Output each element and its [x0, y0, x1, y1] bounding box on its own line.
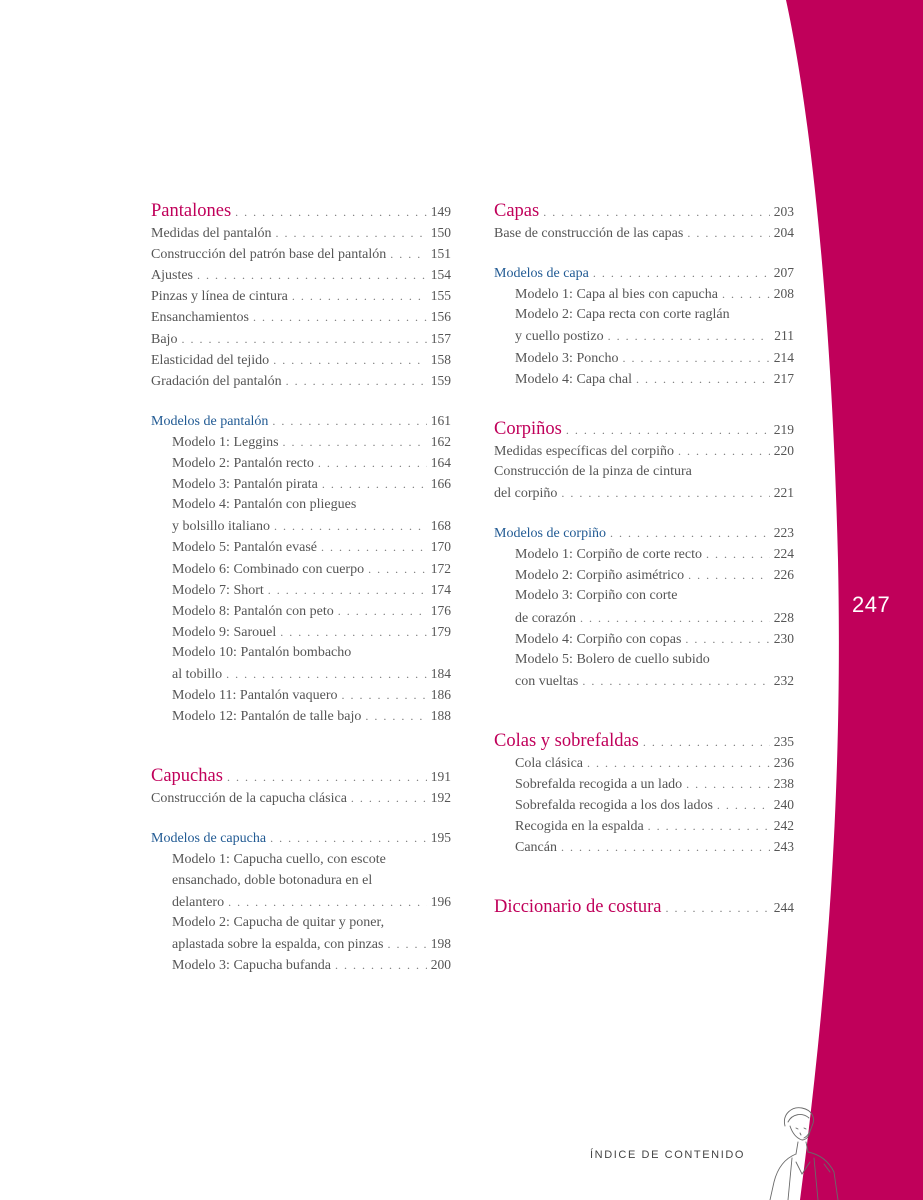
toc-leader-dots — [280, 622, 427, 643]
toc-entry[interactable] — [151, 349, 451, 370]
toc-leader-dots — [687, 223, 769, 244]
toc-page-number: 195 — [430, 830, 451, 846]
toc-leader-dots — [561, 837, 770, 858]
toc-label: Recogida en la espalda — [515, 819, 644, 835]
toc-page-number: 191 — [430, 769, 451, 785]
toc-page-number: 221 — [773, 485, 794, 501]
toc-leader-dots — [368, 559, 427, 580]
toc-section[interactable] — [494, 522, 794, 543]
toc-page-number: 238 — [773, 776, 794, 792]
toc-page-number: 157 — [430, 330, 451, 346]
toc-label: Ajustes — [151, 268, 193, 284]
toc-leader-dots — [227, 767, 427, 788]
toc-subentry[interactable] — [494, 628, 794, 649]
toc-subentry[interactable] — [151, 558, 451, 579]
toc-page-number: 242 — [773, 818, 794, 834]
toc-page-number: 207 — [773, 265, 794, 281]
toc-label: Modelo 1: Capucha cuello, con escote — [172, 851, 386, 867]
toc-leader-dots — [636, 369, 770, 390]
toc-label: Medidas del pantalón — [151, 226, 272, 242]
toc-page-number: 151 — [430, 246, 451, 262]
toc-leader-dots — [643, 732, 770, 753]
toc-column-left — [151, 201, 451, 975]
toc-spacer — [494, 389, 794, 419]
toc-spacer — [494, 691, 794, 731]
toc-page-number: 240 — [773, 797, 794, 813]
toc-leader-dots — [706, 544, 770, 565]
toc-label: Base de construcción de las capas — [494, 226, 684, 242]
toc-leader-dots — [365, 706, 426, 727]
toc-leader-dots — [283, 432, 427, 453]
toc-page-number: 204 — [773, 225, 794, 241]
toc-spacer — [494, 857, 794, 897]
toc-label: Pantalones — [151, 201, 232, 221]
toc-leader-dots — [270, 828, 427, 849]
toc-label: Construcción de la pinza de cintura — [494, 463, 692, 479]
toc-label: Modelo 1: Capa al bies con capucha — [515, 287, 718, 303]
toc-label: Modelo 3: Corpiño con corte — [515, 588, 678, 604]
toc-page-number: 186 — [430, 687, 451, 703]
toc-subentry[interactable] — [494, 564, 794, 585]
toc-page-number: 161 — [430, 412, 451, 428]
toc-subentry[interactable] — [151, 954, 451, 975]
toc-entry[interactable] — [151, 222, 451, 243]
toc-spacer — [151, 726, 451, 766]
toc-leader-dots — [582, 671, 769, 692]
toc-subentry[interactable] — [494, 304, 794, 325]
toc-leader-dots — [272, 411, 426, 432]
toc-leader-dots — [351, 788, 427, 809]
toc-page-number: 162 — [430, 433, 451, 449]
toc-page-number: 155 — [430, 288, 451, 304]
toc-leader-dots — [228, 892, 427, 913]
toc-leader-dots — [274, 516, 427, 537]
toc-leader-dots — [181, 329, 426, 350]
toc-page-number: 224 — [773, 546, 794, 562]
toc-section[interactable] — [494, 262, 794, 283]
toc-entry[interactable] — [494, 440, 794, 461]
toc-label: Pinzas y línea de cintura — [151, 289, 288, 305]
toc-page-number: 156 — [430, 309, 451, 325]
toc-entry[interactable] — [494, 482, 794, 503]
toc-page-number: 203 — [773, 204, 794, 219]
toc-page-number: 166 — [430, 476, 451, 492]
toc-leader-dots — [543, 202, 770, 223]
toc-page-number: 230 — [773, 630, 794, 646]
toc-label: Modelo 3: Poncho — [515, 350, 619, 366]
toc-label: y cuello postizo — [515, 329, 604, 345]
toc-page-number: 243 — [773, 839, 794, 855]
toc-entry[interactable] — [151, 243, 451, 264]
toc-page-number: 149 — [430, 204, 451, 219]
footer-section-label: ÍNDICE DE CONTENIDO — [590, 1149, 746, 1161]
toc-label: Modelo 4: Capa chal — [515, 371, 633, 387]
toc-section[interactable] — [151, 827, 451, 848]
toc-page-number: 223 — [773, 525, 794, 541]
toc-page-number: 200 — [430, 957, 451, 972]
toc-label: Modelo 4: Pantalón con pliegues — [172, 497, 357, 513]
toc-subentry[interactable] — [151, 705, 451, 726]
toc-label: Modelo 10: Pantalón bombacho — [172, 644, 352, 660]
toc-subentry[interactable] — [494, 649, 794, 670]
toc-page-number: 179 — [430, 623, 451, 639]
toc-page-number: 198 — [430, 935, 451, 951]
toc-spacer — [151, 808, 451, 827]
fashion-figure-sketch-icon — [752, 1102, 852, 1200]
toc-subentry[interactable] — [494, 607, 794, 628]
toc-label: Modelo 7: Short — [172, 582, 264, 598]
toc-label: Modelo 5: Bolero de cuello subido — [515, 651, 710, 667]
toc-subentry[interactable] — [151, 870, 451, 891]
toc-label: Modelo 8: Pantalón con peto — [172, 603, 334, 619]
toc-label: Bajo — [151, 331, 178, 347]
toc-page-number: 235 — [773, 733, 794, 749]
toc-subentry[interactable] — [494, 368, 794, 389]
toc-label: Colas y sobrefaldas — [494, 730, 639, 751]
toc-leader-dots — [587, 753, 770, 774]
toc-section[interactable] — [151, 410, 451, 431]
toc-label: Capuchas — [151, 766, 223, 787]
toc-page-number: 192 — [430, 790, 451, 806]
toc-label: Modelo 5: Pantalón evasé — [172, 540, 318, 556]
toc-page-number: 174 — [430, 581, 451, 597]
toc-label: Modelo 2: Pantalón recto — [172, 456, 314, 472]
toc-page-number: 219 — [773, 421, 794, 437]
toc-page-number: 184 — [430, 665, 451, 681]
toc-page-number: 188 — [430, 708, 451, 724]
toc-entry[interactable] — [151, 285, 451, 306]
toc-subentry[interactable] — [151, 849, 451, 870]
toc-subentry[interactable] — [494, 325, 794, 346]
toc-subentry[interactable] — [151, 536, 451, 557]
toc-label: Construcción del patrón base del pantalón — [151, 247, 387, 263]
toc-label: Modelo 2: Corpiño asimétrico — [515, 568, 685, 584]
toc-label: Cancán — [515, 840, 557, 856]
toc-leader-dots — [335, 955, 427, 976]
toc-leader-dots — [286, 371, 427, 392]
toc-page-number: 228 — [773, 609, 794, 625]
toc-leader-dots — [722, 284, 770, 305]
toc-spacer — [151, 391, 451, 410]
toc-page-number: 226 — [773, 567, 794, 583]
toc-label: aplastada sobre la espalda, con pinzas — [172, 936, 384, 952]
toc-leader-dots — [566, 420, 770, 441]
toc-subentry[interactable] — [151, 642, 451, 663]
toc-entry[interactable] — [494, 222, 794, 243]
toc-subentry[interactable] — [494, 836, 794, 857]
toc-label: Modelo 1: Leggins — [172, 434, 279, 450]
toc-page-number: 172 — [430, 560, 451, 576]
toc-label: con vueltas — [515, 673, 579, 689]
toc-page-number: 164 — [430, 455, 451, 471]
toc-page-number: 176 — [430, 602, 451, 618]
toc-page-number: 170 — [430, 539, 451, 555]
toc-label: al tobillo — [172, 666, 223, 682]
toc-leader-dots — [226, 664, 427, 685]
toc-leader-dots — [273, 350, 427, 371]
toc-entry[interactable] — [151, 370, 451, 391]
toc-spacer — [494, 243, 794, 262]
toc-label: Modelo 11: Pantalón vaquero — [172, 688, 338, 704]
toc-label: Sobrefalda recogida a un lado — [515, 777, 683, 793]
toc-leader-dots — [235, 202, 427, 223]
toc-leader-dots — [197, 265, 427, 286]
toc-chapter[interactable] — [494, 897, 794, 918]
toc-page-number: 236 — [773, 754, 794, 770]
toc-page-number: 150 — [430, 225, 451, 241]
toc-page-number: 211 — [774, 328, 794, 344]
toc-page-number: 220 — [773, 442, 794, 458]
toc-label: y bolsillo italiano — [172, 519, 270, 535]
toc-leader-dots — [253, 307, 427, 328]
toc-page-number: 158 — [430, 351, 451, 367]
toc-label: Modelo 9: Sarouel — [172, 624, 277, 640]
toc-subentry[interactable] — [151, 933, 451, 954]
toc-label: Modelo 2: Capucha de quitar y poner, — [172, 914, 385, 930]
toc-leader-dots — [622, 348, 769, 369]
toc-entry[interactable] — [151, 328, 451, 349]
toc-label: Modelo 6: Combinado con cuerpo — [172, 561, 365, 577]
toc-label: Modelo 2: Capa recta con corte raglán — [515, 307, 730, 323]
toc-subentry[interactable] — [151, 621, 451, 642]
toc-leader-dots — [321, 537, 427, 558]
toc-subentry[interactable] — [151, 663, 451, 684]
toc-subentry[interactable] — [151, 684, 451, 705]
toc-label: Corpiños — [494, 418, 562, 439]
toc-leader-dots — [561, 483, 769, 504]
toc-page-number: 244 — [773, 900, 794, 916]
toc-chapter[interactable] — [494, 731, 794, 752]
toc-page-number: 196 — [430, 893, 451, 909]
toc-leader-dots — [268, 580, 427, 601]
toc-label: ensanchado, doble botonadura en el — [172, 872, 373, 888]
toc-page-number: 232 — [773, 672, 794, 688]
toc-subentry[interactable] — [151, 494, 451, 515]
toc-page-number: 154 — [430, 267, 451, 283]
toc-subentry[interactable] — [494, 815, 794, 836]
toc-label: Modelos de corpiño — [494, 526, 606, 542]
toc-label: Modelo 4: Corpiño con copas — [515, 631, 682, 647]
toc-subentry[interactable] — [151, 431, 451, 452]
page-number: 247 — [852, 592, 891, 617]
toc-subentry[interactable] — [151, 579, 451, 600]
toc-label: Modelo 12: Pantalón de talle bajo — [172, 709, 362, 725]
toc-subentry[interactable] — [494, 773, 794, 794]
toc-leader-dots — [648, 816, 770, 837]
toc-leader-dots — [685, 629, 769, 650]
toc-page-number: 217 — [773, 370, 794, 386]
toc-column-right — [494, 201, 794, 919]
toc-label: Modelos de capa — [494, 266, 589, 282]
toc-page-number: 168 — [430, 518, 451, 534]
toc-leader-dots — [608, 326, 771, 347]
toc-subentry[interactable] — [151, 891, 451, 912]
toc-leader-dots — [342, 685, 427, 706]
toc-leader-dots — [322, 474, 427, 495]
toc-label: Capas — [494, 201, 540, 221]
toc-chapter[interactable] — [151, 766, 451, 787]
toc-label: delantero — [172, 894, 225, 910]
toc-page-number: 208 — [773, 286, 794, 302]
toc-label: Diccionario de costura — [494, 897, 662, 918]
toc-label: Construcción de la capucha clásica — [151, 791, 347, 807]
toc-leader-dots — [338, 601, 427, 622]
toc-label: Modelo 1: Corpiño de corte recto — [515, 547, 703, 563]
toc-leader-dots — [593, 263, 770, 284]
toc-leader-dots — [390, 244, 427, 265]
toc-chapter[interactable] — [151, 201, 451, 222]
toc-leader-dots — [688, 565, 770, 586]
toc-label: Modelo 3: Pantalón pirata — [172, 477, 318, 493]
toc-label: Ensanchamientos — [151, 310, 249, 326]
toc-leader-dots — [610, 523, 770, 544]
toc-leader-dots — [276, 223, 427, 244]
toc-spacer — [494, 503, 794, 522]
toc-subentry[interactable] — [151, 515, 451, 536]
toc-entry[interactable] — [151, 787, 451, 808]
toc-label: Modelos de pantalón — [151, 413, 269, 429]
toc-subentry[interactable] — [494, 752, 794, 773]
toc-subentry[interactable] — [151, 452, 451, 473]
toc-label: Gradación del pantalón — [151, 373, 282, 389]
toc-subentry[interactable] — [494, 585, 794, 606]
toc-page-number: 159 — [430, 372, 451, 388]
toc-label: Elasticidad del tejido — [151, 352, 270, 368]
toc-label: Sobrefalda recogida a los dos lados — [515, 798, 713, 814]
toc-leader-dots — [580, 608, 770, 629]
toc-label: de corazón — [515, 610, 577, 626]
toc-subentry[interactable] — [494, 794, 794, 815]
toc-leader-dots — [665, 898, 769, 919]
toc-leader-dots — [318, 453, 427, 474]
toc-label: Medidas específicas del corpiño — [494, 443, 674, 459]
toc-label: Modelo 3: Capucha bufanda — [172, 958, 332, 973]
toc-chapter[interactable] — [494, 419, 794, 440]
toc-entry[interactable] — [494, 461, 794, 482]
toc-subentry[interactable] — [151, 912, 451, 933]
toc-leader-dots — [678, 441, 770, 462]
toc-leader-dots — [686, 774, 770, 795]
toc-subentry[interactable] — [151, 473, 451, 494]
toc-leader-dots — [387, 934, 426, 955]
toc-entry[interactable] — [151, 264, 451, 285]
toc-label: del corpiño — [494, 486, 558, 502]
toc-subentry[interactable] — [494, 347, 794, 368]
toc-subentry[interactable] — [494, 670, 794, 691]
toc-chapter[interactable] — [494, 201, 794, 222]
toc-label: Modelos de capucha — [151, 831, 267, 847]
toc-entry[interactable] — [151, 306, 451, 327]
toc-leader-dots — [292, 286, 427, 307]
toc-leader-dots — [717, 795, 770, 816]
toc-subentry[interactable] — [494, 283, 794, 304]
toc-label: Cola clásica — [515, 755, 584, 771]
toc-page-number: 214 — [773, 349, 794, 365]
toc-subentry[interactable] — [494, 543, 794, 564]
toc-subentry[interactable] — [151, 600, 451, 621]
